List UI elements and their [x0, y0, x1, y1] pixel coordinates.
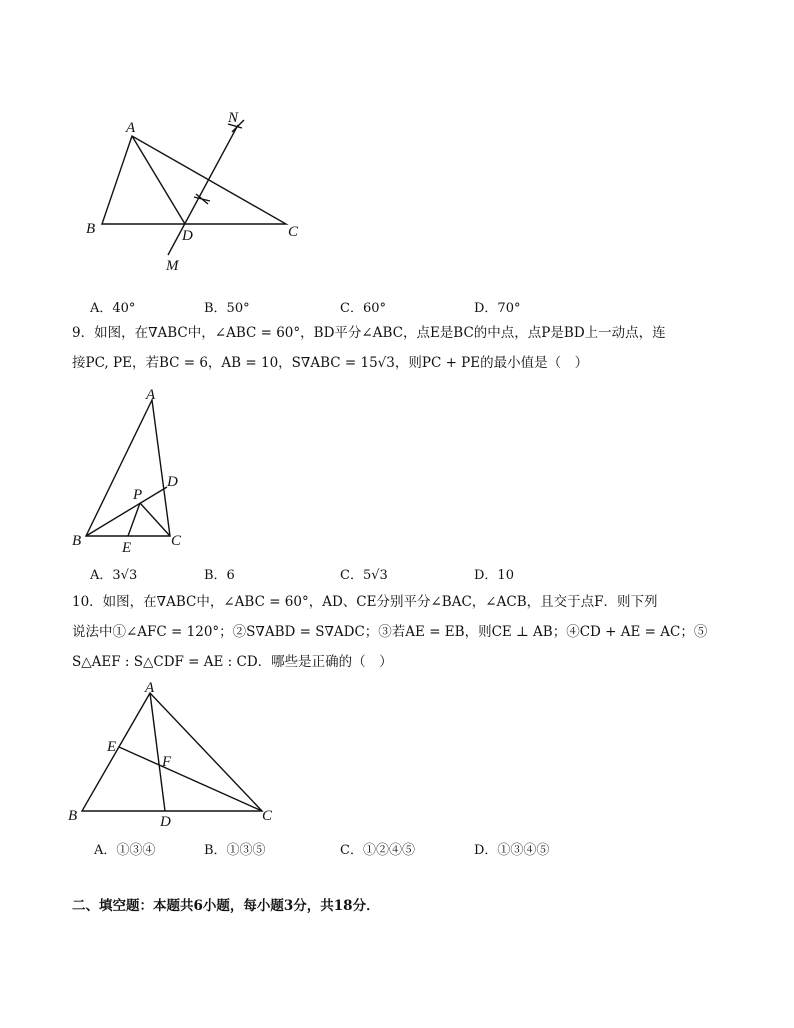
triangle-abc: [102, 136, 286, 224]
option-a[interactable]: A．40°: [90, 301, 136, 316]
option-d[interactable]: D．①③④⑤: [474, 843, 550, 858]
question-10: [72, 587, 732, 677]
q10-line-1: 10．如图，在∇ABC中，∠ABC = 60°，AD、CE分别平分∠BAC，∠ACB，且交于点F．则下列: [72, 594, 658, 610]
label-c: C: [288, 224, 299, 240]
q9-line-2: 接PC, PE，若BC = 6，AB = 10，S∇ABC = 15√3，则PC + PE的最小值是（ ）: [72, 355, 589, 371]
label-a: A: [126, 120, 136, 136]
segment-ad: [132, 136, 185, 224]
label-d: D: [160, 814, 171, 830]
label-d: D: [182, 228, 193, 244]
segment-pe: [128, 503, 140, 536]
question-9: [72, 318, 732, 378]
label-b: B: [68, 808, 78, 824]
option-b[interactable]: B．50°: [204, 301, 250, 316]
label-a: A: [145, 680, 155, 696]
figure-q8: [70, 100, 350, 280]
option-d[interactable]: D．70°: [474, 301, 521, 316]
option-c[interactable]: C．60°: [340, 301, 386, 316]
label-b: B: [72, 533, 82, 549]
option-c[interactable]: C．5√3: [340, 568, 388, 583]
q9-line-1: 9．如图，在∇ABC中，∠ABC = 60°，BD平分∠ABC，点E是BC的中点，点P是BD上一动点，连: [72, 325, 666, 341]
option-d[interactable]: D．10: [474, 568, 514, 583]
label-p: P: [133, 487, 143, 503]
label-a: A: [146, 387, 156, 403]
label-d: D: [167, 474, 178, 490]
label-b: B: [86, 221, 96, 237]
figure-q9: [70, 385, 200, 555]
label-e: E: [107, 739, 117, 755]
q10-line-3: S△AEF : S△CDF = AE : CD．哪些是正确的（ ）: [72, 654, 393, 670]
option-b[interactable]: B．①③⑤: [204, 843, 266, 858]
label-e: E: [122, 540, 132, 556]
figure-q10: [65, 678, 285, 828]
section-heading-fill-in: 二、填空题：本题共6小题，每小题3分，共18分．: [72, 898, 380, 914]
q10-line-2: 说法中①∠AFC = 120°；②S∇ABD = S∇ADC；③若AE = EB，则CE ⊥ AB；④CD + AE = AC；⑤: [72, 624, 708, 640]
option-c[interactable]: C．①②④⑤: [340, 843, 415, 858]
segment-ce: [119, 747, 262, 811]
segment-pc: [140, 503, 170, 536]
option-a[interactable]: A．①③④: [94, 843, 156, 858]
option-a[interactable]: A．3√3: [90, 568, 138, 583]
segment-ad: [150, 693, 165, 811]
triangle-abc: [86, 400, 170, 536]
label-c: C: [262, 808, 273, 824]
label-f: F: [162, 754, 172, 770]
label-c: C: [171, 533, 182, 549]
option-b[interactable]: B．6: [204, 568, 235, 583]
label-n: N: [228, 110, 239, 126]
label-m: M: [166, 258, 179, 274]
